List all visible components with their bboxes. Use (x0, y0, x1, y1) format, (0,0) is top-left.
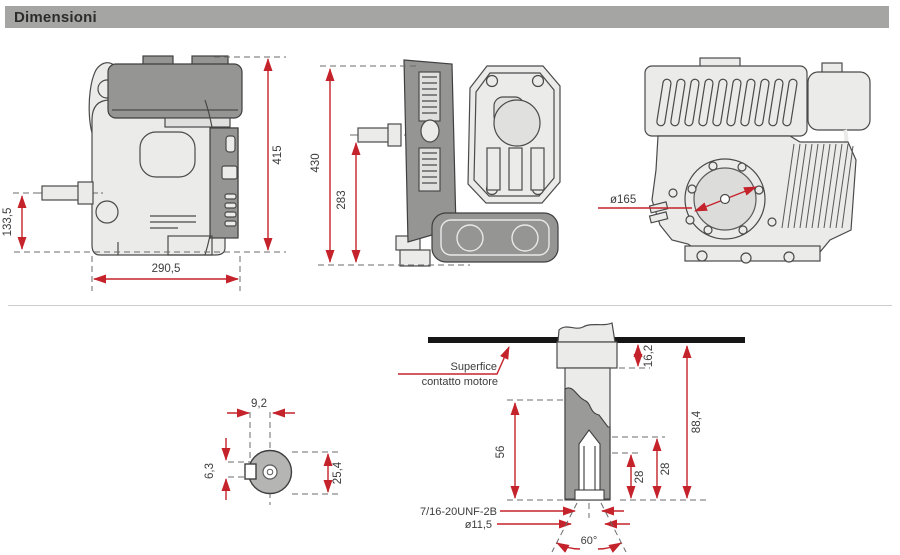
contact-surface-note-line1: Superfice (450, 361, 497, 373)
dim-thread-depth-outer: 28 (660, 462, 672, 476)
engine-front-view-drawing (350, 60, 560, 266)
contact-surface-note-line2: contatto motore (421, 376, 498, 388)
dim-collar-length: 16,2 (643, 344, 655, 368)
dim-side-height: 415 (272, 145, 284, 165)
engine-pto-view-drawing (645, 58, 870, 263)
dim-keyway-depth: 6,3 (204, 463, 216, 479)
dim-front-shaft-height: 283 (336, 190, 348, 210)
dim-thread-depth-inner: 28 (634, 470, 646, 484)
dim-side-width: 290,5 (151, 263, 181, 275)
shaft-profile-dimensions (398, 345, 708, 552)
shaft-cross-section-drawing (228, 412, 338, 505)
dim-shaft-diameter: 25,4 (332, 461, 344, 485)
thread-spec-label: 7/16-20UNF-2B (419, 506, 497, 518)
dim-front-height: 430 (310, 153, 322, 173)
page-title: Dimensioni (14, 8, 97, 26)
dim-keyway-width: 9,2 (251, 398, 267, 410)
dim-side-shaft-height: 133,5 (2, 207, 14, 237)
thread-diameter-label: ø11,5 (464, 519, 492, 531)
dim-flange-diameter: ø165 (610, 194, 637, 206)
tip-angle-label: 60° (580, 535, 598, 547)
dim-keyway-length: 56 (495, 445, 507, 459)
dim-overall-length: 88,4 (691, 410, 703, 434)
engine-side-view-drawing (34, 56, 242, 255)
